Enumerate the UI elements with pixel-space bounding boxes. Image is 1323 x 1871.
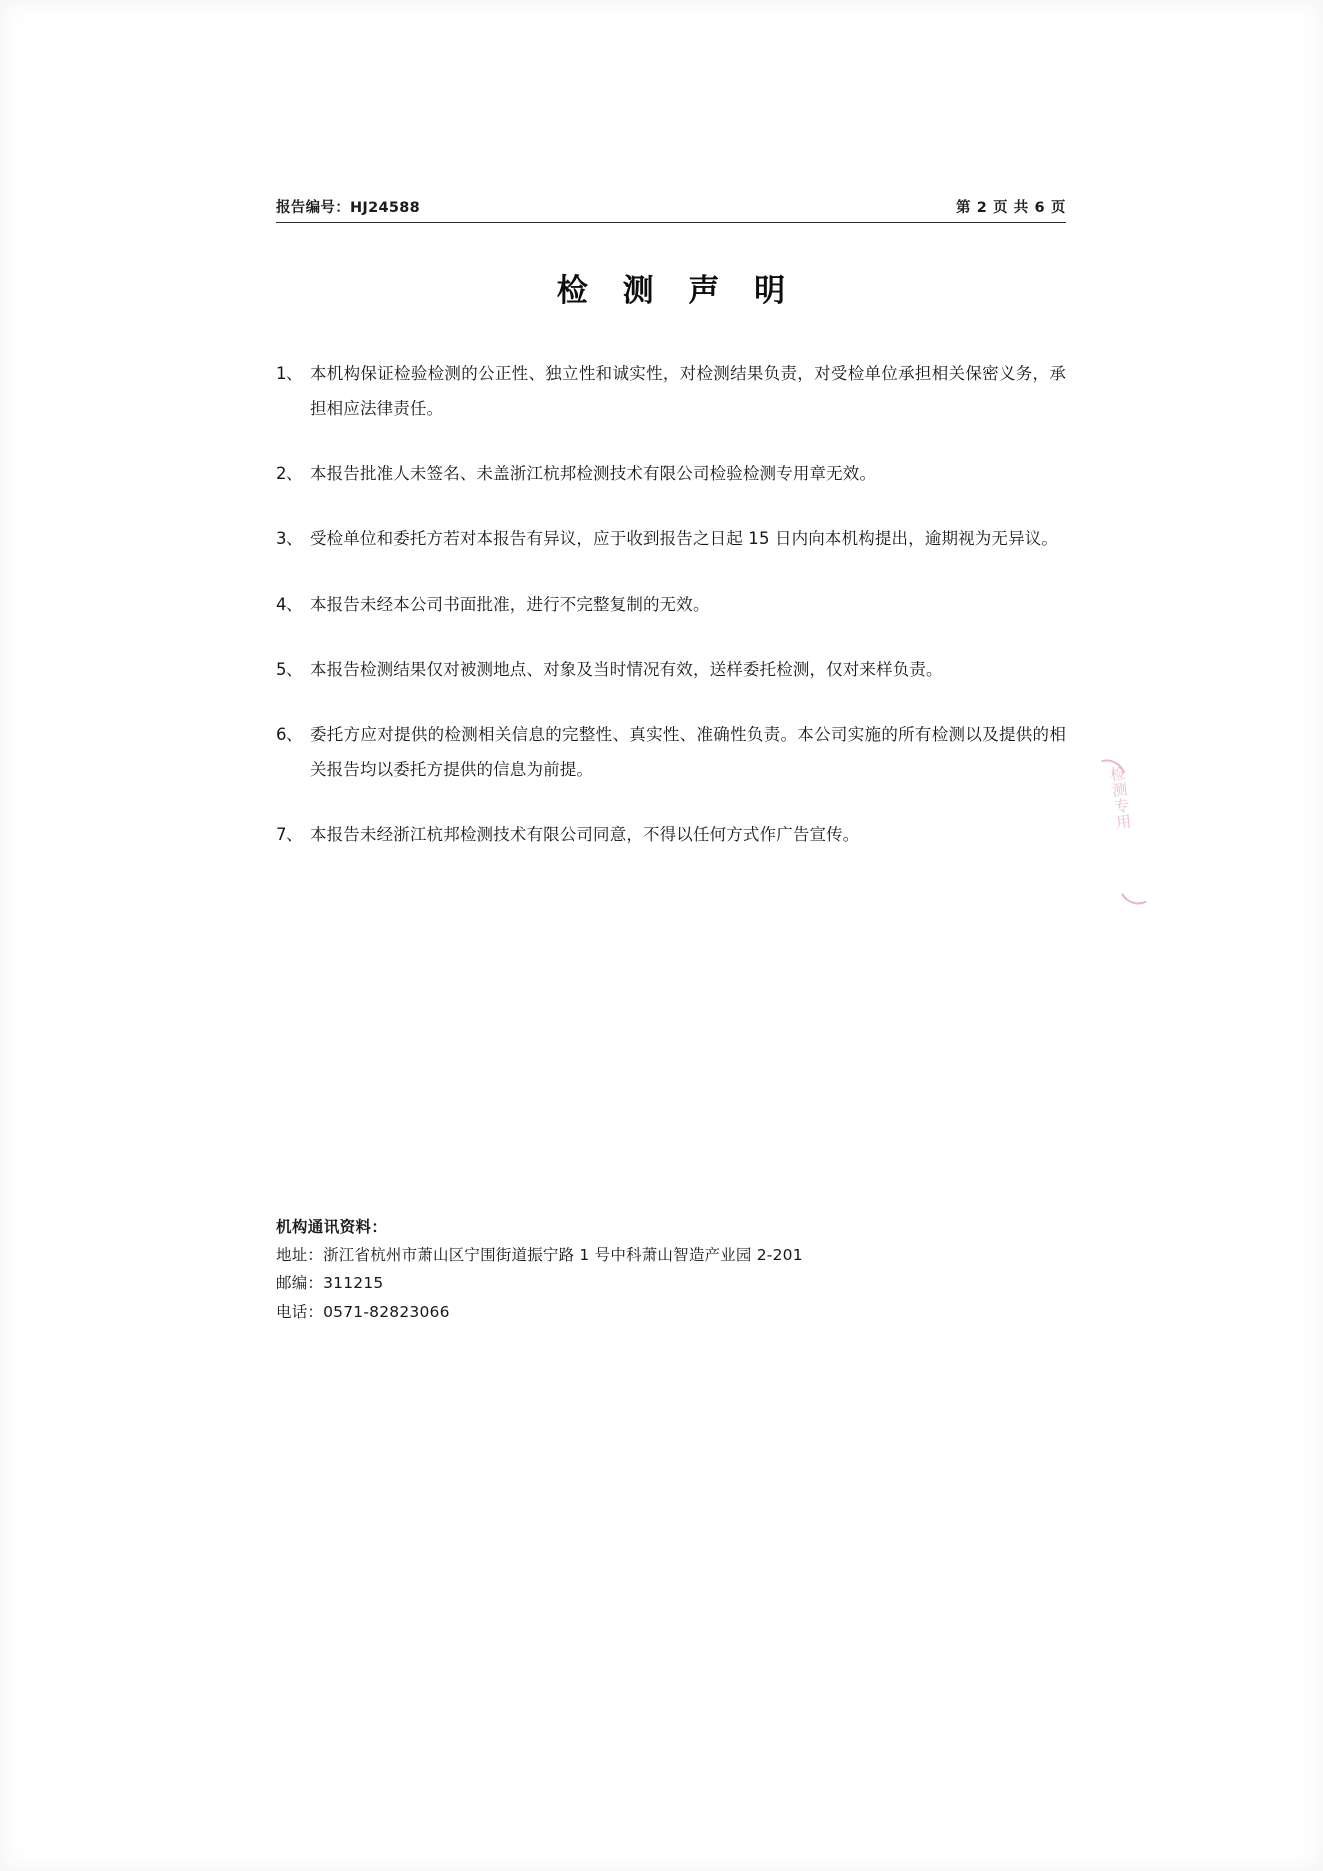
clause-number: 2、 <box>276 464 302 484</box>
page-content <box>276 196 1066 882</box>
seal-text: 检测专用 <box>1107 765 1134 831</box>
clause-number: 6、 <box>276 724 302 744</box>
page-title: 检 测 声 明 <box>556 273 798 309</box>
clause-number: 3、 <box>276 529 302 549</box>
report-number-label: 报告编号： <box>276 200 350 216</box>
clause-text: 本报告未经浙江杭邦检测技术有限公司同意，不得以任何方式作广告宣传。 <box>310 825 860 845</box>
clause-text: 委托方应对提供的检测相关信息的完整性、真实性、准确性负责。本公司实施的所有检测以及提供的相关报告均以委托方提供的信息为前提。 <box>310 724 1066 779</box>
page-header <box>276 196 1066 223</box>
clause-number: 7、 <box>276 825 302 845</box>
clause-list <box>276 356 1066 852</box>
clause-text: 本报告批准人未签名、未盖浙江杭邦检测技术有限公司检验检测专用章无效。 <box>310 464 877 484</box>
clause-text: 本机构保证检验检测的公正性、独立性和诚实性，对检测结果负责，对受检单位承担相关保密义务，承担相应法律责任。 <box>310 364 1066 419</box>
contact-address: 地址：浙江省杭州市萧山区宁围街道振宁路 1 号中科萧山智造产业园 2-201 <box>276 1246 803 1265</box>
clause-item <box>276 521 1066 556</box>
seal-arc-bottom <box>1114 862 1162 910</box>
contact-phone: 电话：0571-82823066 <box>276 1302 450 1321</box>
clause-number: 5、 <box>276 659 302 679</box>
report-number-value: HJ24588 <box>350 200 421 216</box>
clause-item <box>276 717 1066 787</box>
page-indicator: 第 2 页 共 6 页 <box>955 200 1066 216</box>
seal-arc-top <box>1081 753 1132 804</box>
clause-text: 受检单位和委托方若对本报告有异议，应于收到报告之日起 15 日内向本机构提出，逾期视为无异议。 <box>310 529 1059 549</box>
seal-imprint <box>1089 754 1154 904</box>
clause-item <box>276 587 1066 622</box>
clause-number: 4、 <box>276 594 302 614</box>
clause-item <box>276 817 1066 852</box>
clause-text: 本报告检测结果仅对被测地点、对象及当时情况有效，送样委托检测，仅对来样负责。 <box>310 659 943 679</box>
clause-text: 本报告未经本公司书面批准，进行不完整复制的无效。 <box>310 594 710 614</box>
contact-block <box>276 1213 976 1326</box>
clause-item <box>276 456 1066 491</box>
clause-number: 1、 <box>276 364 302 383</box>
report-number <box>276 196 420 217</box>
contact-title: 机构通讯资料： <box>276 1218 388 1236</box>
clause-item <box>276 356 1066 426</box>
contact-postcode: 邮编：311215 <box>276 1274 384 1293</box>
clause-item <box>276 652 1066 687</box>
